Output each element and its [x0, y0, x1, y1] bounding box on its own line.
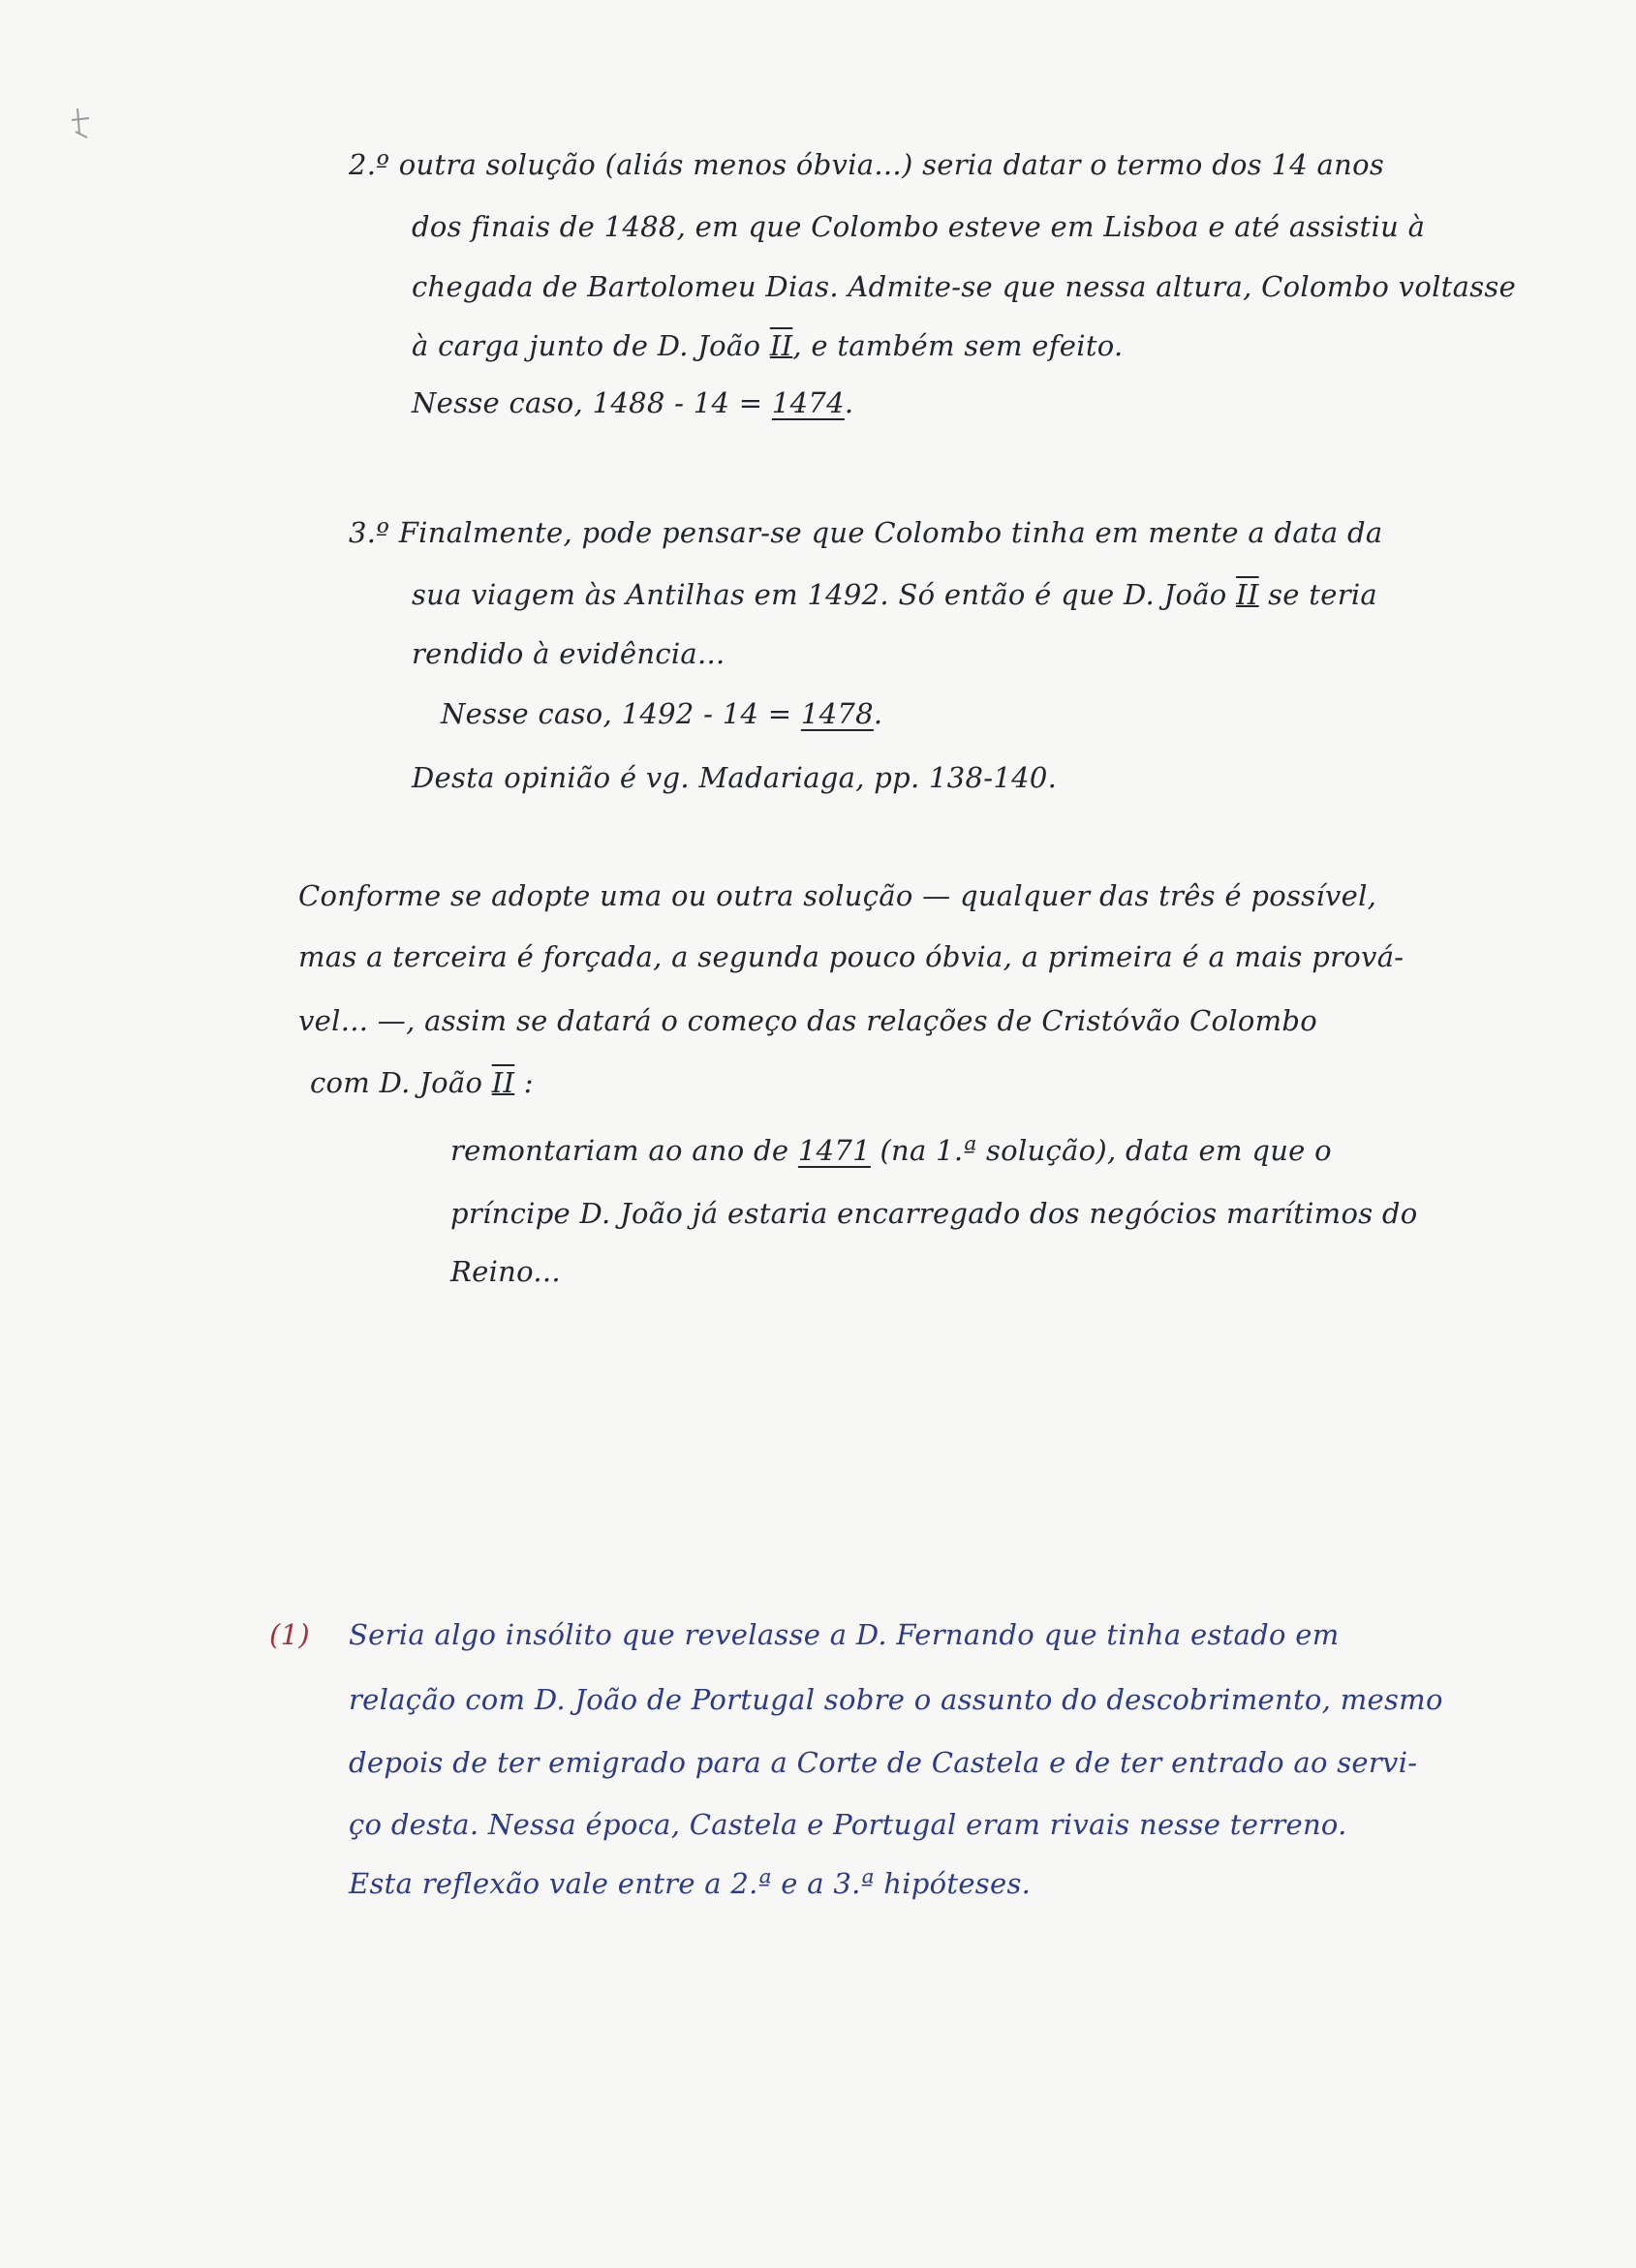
text-segment: com D. João — [310, 1066, 492, 1099]
footnote-line: depois de ter emigrado para a Corte de Castela e de ter entrado ao servi- — [349, 1746, 1418, 1779]
footnote-line: ço desta. Nessa época, Castela e Portugal eram rivais nesse terreno. — [349, 1808, 1347, 1841]
roman-numeral: II — [1236, 578, 1259, 611]
text-line: dos finais de 1488, em que Colombo esteve em Lisboa e até assistiu à — [412, 210, 1426, 243]
text-line — [450, 1131, 1332, 1170]
text-line: 2.º outra solução (aliás menos óbvia...) seria datar o termo dos 14 anos — [349, 148, 1385, 181]
roman-numeral: II — [769, 329, 793, 362]
text-line: Reino... — [450, 1255, 561, 1288]
result-year: 1474 — [771, 386, 845, 419]
text-line — [310, 1063, 534, 1102]
result-year: 1478 — [800, 697, 874, 730]
text-segment: : — [514, 1066, 534, 1099]
text-segment: . — [844, 386, 854, 419]
text-line — [412, 575, 1377, 614]
calculation-line — [441, 694, 882, 733]
text-segment: se teria — [1258, 578, 1378, 611]
text-segment: Nesse caso, 1492 - 14 = — [441, 697, 801, 730]
text-line: vel... —, assim se datará o começo das relações de Cristóvão Colombo — [298, 1004, 1317, 1037]
text-segment: Nesse caso, 1488 - 14 = — [412, 386, 772, 419]
pencil-mark — [68, 105, 97, 143]
calculation-line — [412, 383, 853, 422]
text-line: chegada de Bartolomeu Dias. Admite-se que nessa altura, Colombo voltasse — [412, 270, 1517, 303]
text-line: mas a terceira é forçada, a segunda pouco óbvia, a primeira é a mais prová- — [298, 940, 1404, 973]
footnote-line: relação com D. João de Portugal sobre o assunto do descobrimento, mesmo — [349, 1683, 1443, 1716]
text-line — [412, 326, 1124, 365]
roman-numeral: II — [491, 1066, 515, 1099]
footnote-marker: (1) — [269, 1618, 310, 1651]
text-line: rendido à evidência... — [412, 637, 725, 670]
footnote-line: Seria algo insólito que revelasse a D. Fernando que tinha estado em — [349, 1618, 1340, 1651]
text-segment: (na 1.ª solução), data em que o — [870, 1134, 1332, 1167]
text-line: 3.º Finalmente, pode pensar-se que Colombo tinha em mente a data da — [349, 516, 1383, 549]
footnote-line: Esta reflexão vale entre a 2.ª e a 3.ª hipóteses. — [349, 1867, 1032, 1900]
text-segment: sua viagem às Antilhas em 1492. Só então é que D. João — [412, 578, 1237, 611]
text-segment: remontariam ao ano de — [450, 1134, 798, 1167]
text-segment: , e também sem efeito. — [792, 329, 1124, 362]
text-segment: à carga junto de D. João — [412, 329, 770, 362]
text-line: príncipe D. João já estaria encarregado dos negócios marítimos do — [450, 1197, 1418, 1230]
text-line: Conforme se adopte uma ou outra solução — qualquer das três é possível, — [298, 879, 1377, 912]
text-segment: . — [873, 697, 883, 730]
result-year: 1471 — [797, 1134, 871, 1167]
text-line: Desta opinião é vg. Madariaga, pp. 138-140. — [412, 761, 1058, 794]
